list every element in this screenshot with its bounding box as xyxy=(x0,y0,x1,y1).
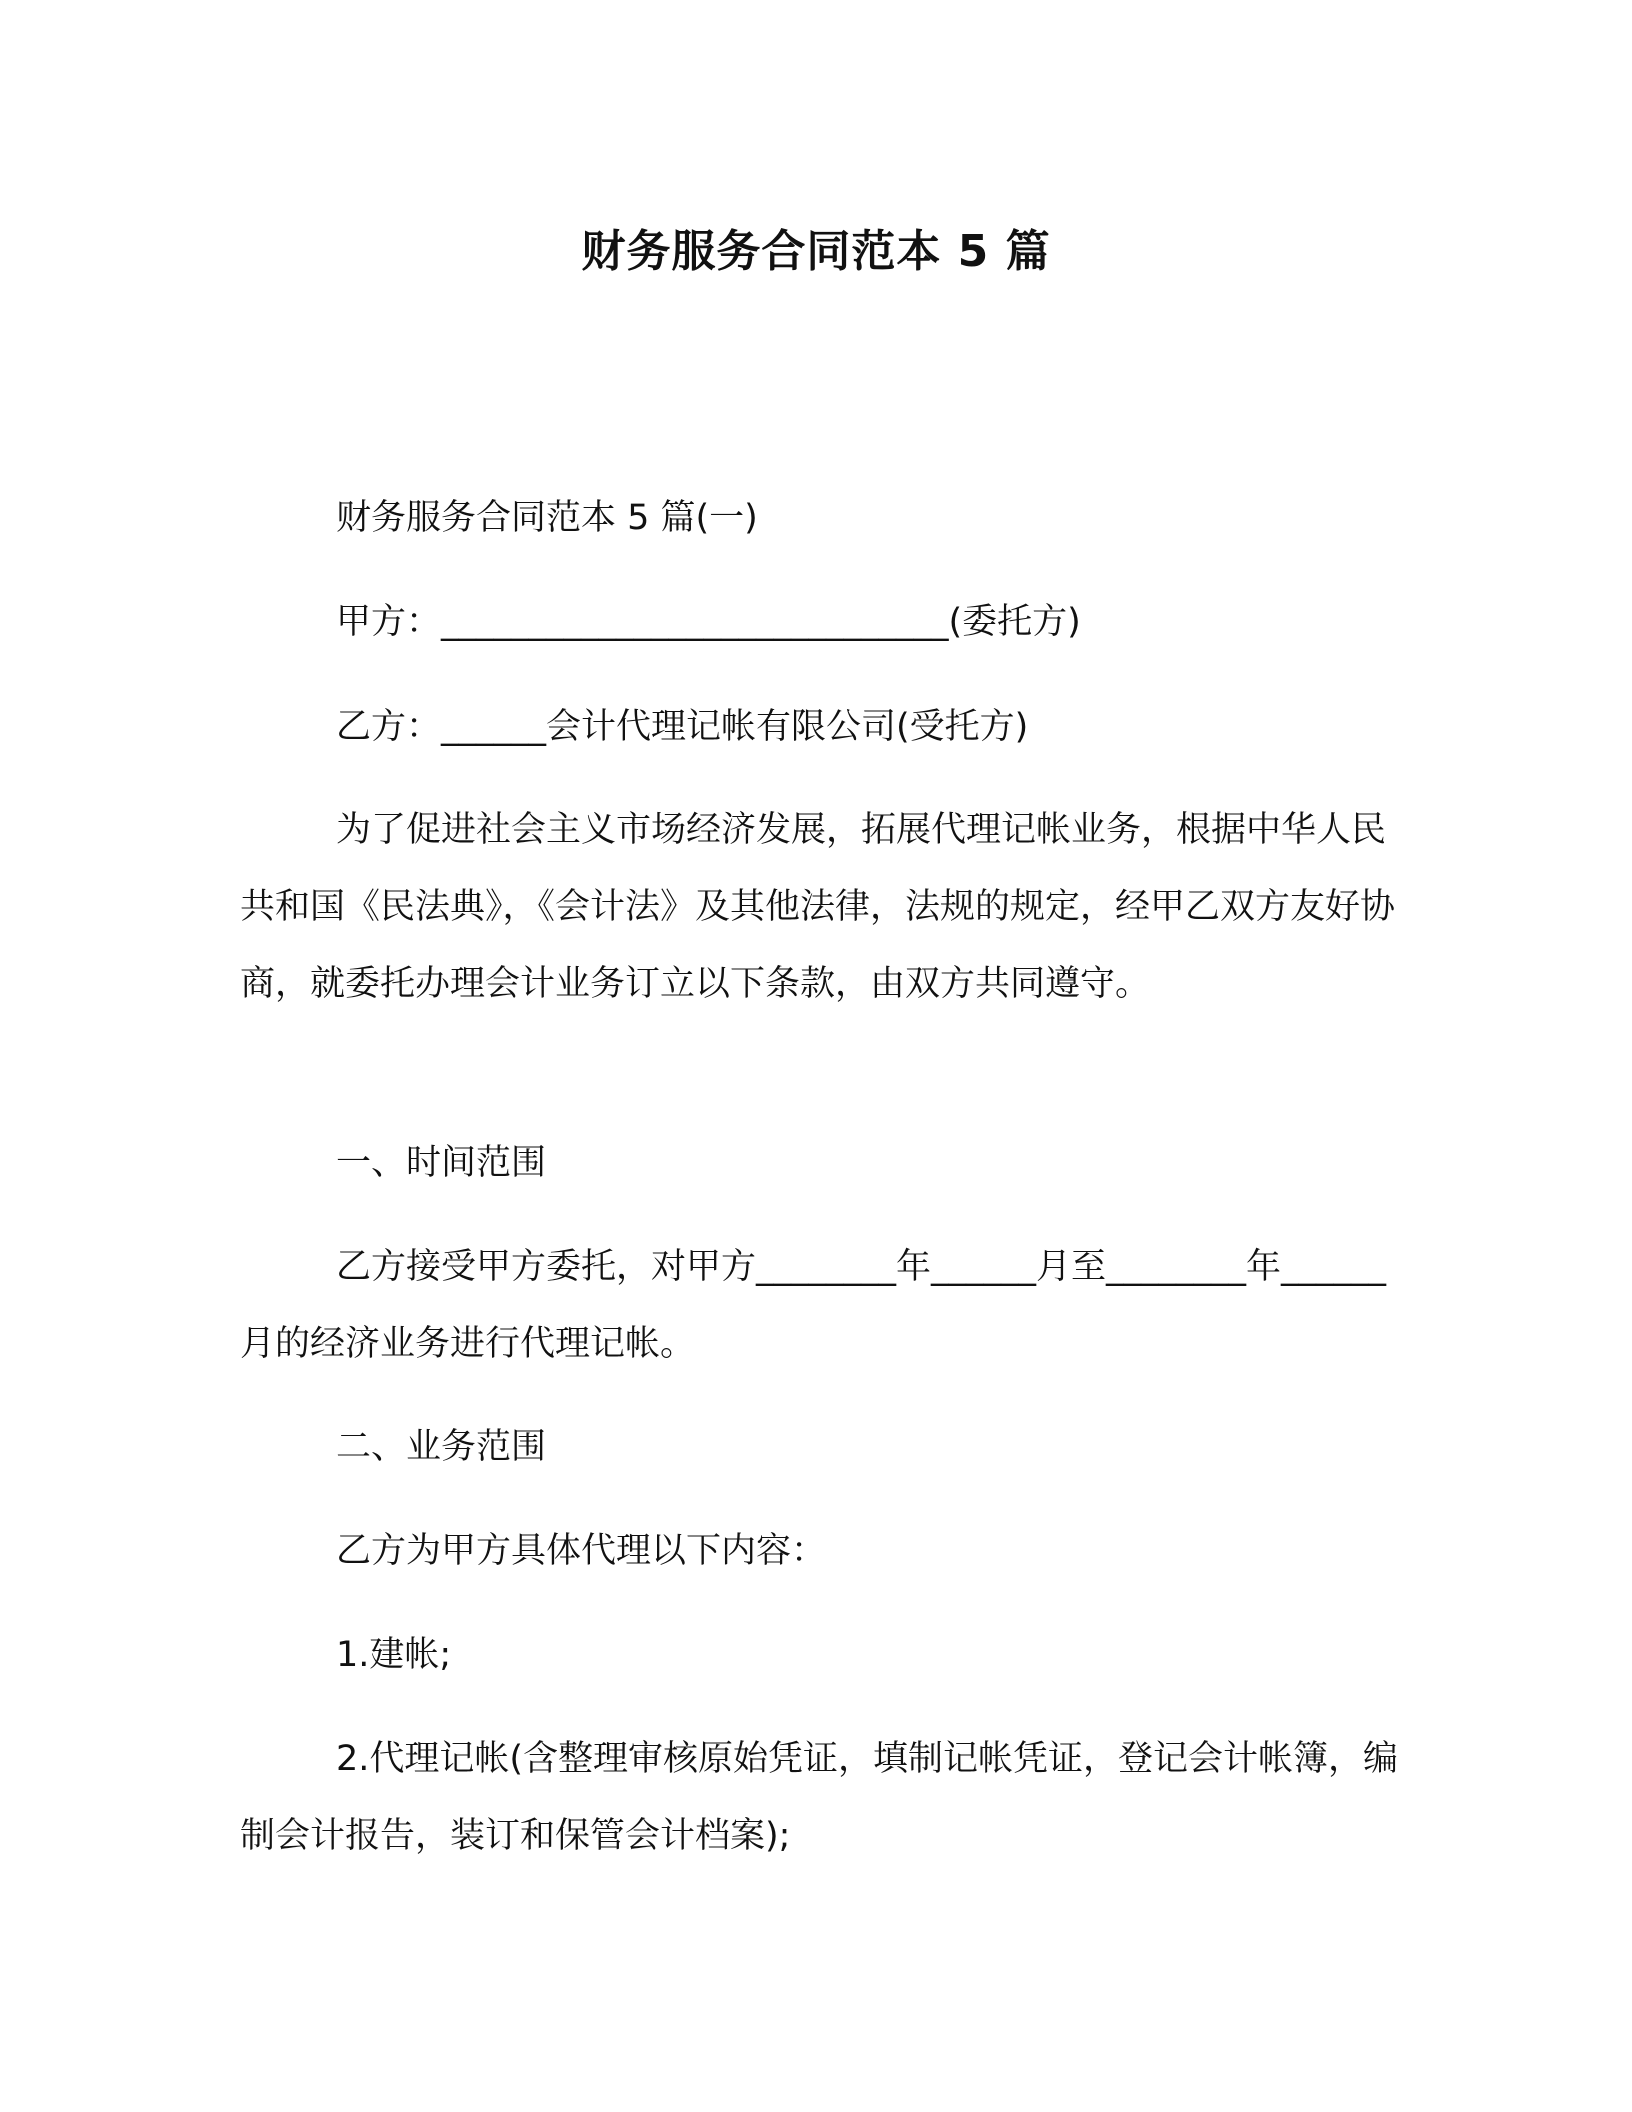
clause-1-paragraph: 乙方接受甲方委托，对甲方________年______月至________年______月的经济业务进行代理记帐。 xyxy=(240,1247,1387,1364)
clause-1-heading: 一、时间范围 xyxy=(336,1143,547,1183)
preamble-paragraph: 为了促进社会主义市场经济发展，拓展代理记帐业务，根据中华人民共和国《民法典》，《会计法》及其他法律，法规的规定，经甲乙双方友好协商，就委托办理会计业务订立以下条款，由双方共同遵守。 xyxy=(240,810,1396,1004)
clause-2-intro: 乙方为甲方具体代理以下内容： xyxy=(336,1531,827,1571)
clause-2-heading: 二、业务范围 xyxy=(336,1427,547,1467)
party-a-line: 甲方：_____________________________(委托方) xyxy=(336,602,1081,642)
document-title: 财务服务合同范本 5 篇 xyxy=(581,226,1051,277)
list-item: 2.代理记帐(含整理审核原始凭证，填制记帐凭证，登记会计帐簿，编制会计报告，装订和保管会计档案); xyxy=(240,1739,1399,1856)
party-b-line: 乙方：______会计代理记帐有限公司(受托方) xyxy=(336,707,1029,747)
section-heading: 财务服务合同范本 5 篇(一) xyxy=(336,498,758,538)
list-item: 1.建帐; xyxy=(336,1635,452,1675)
